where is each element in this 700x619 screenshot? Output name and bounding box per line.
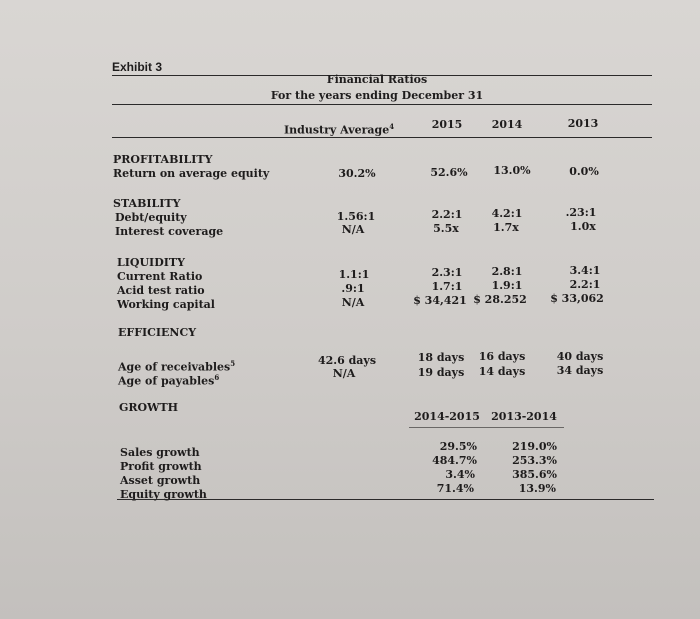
header-rule xyxy=(112,137,652,138)
cell-2013: 40 days xyxy=(556,350,604,363)
growth-col-header-2014-2015: 2014-2015 xyxy=(414,410,480,423)
cell-industry: N/A xyxy=(332,367,356,380)
cell-2014: 14 days xyxy=(478,365,526,378)
cell-growth-2014-2015: 71.4% xyxy=(436,482,474,495)
growth-col-rule-b xyxy=(488,427,564,428)
cell-2013: 34 days xyxy=(556,364,604,377)
row-label: Age of payables$^6$ xyxy=(118,373,220,388)
cell-2015: 1.7:1 xyxy=(431,280,463,293)
cell-growth-2014-2015: 3.4% xyxy=(445,468,475,481)
row-label: Interest coverage xyxy=(115,225,224,238)
cell-growth-2013-2014: 253.3% xyxy=(512,454,557,467)
col-header-2013: 2013 xyxy=(567,117,599,130)
cell-industry: N/A xyxy=(341,296,365,309)
cell-2015: 2.2:1 xyxy=(431,208,463,221)
growth-col-header-2013-2014: 2013-2014 xyxy=(491,410,557,423)
exhibit-label: Exhibit 3 xyxy=(112,60,163,74)
cell-2013: $ 33,062 xyxy=(550,292,604,305)
cell-growth-2014-2015: 484.7% xyxy=(432,454,477,467)
cell-2014: 2.8:1 xyxy=(491,265,523,278)
cell-growth-2014-2015: 29.5% xyxy=(439,440,477,453)
section-heading-profitability: PROFITABILITY xyxy=(113,153,213,166)
table-title: Financial Ratios xyxy=(326,73,428,86)
cell-2014: 1.9:1 xyxy=(491,279,523,292)
cell-growth-2013-2014: 219.0% xyxy=(512,440,557,453)
row-label: Acid test ratio xyxy=(117,284,205,297)
cell-industry: N/A xyxy=(341,223,365,236)
row-label: Sales growth xyxy=(120,446,200,459)
col-header-industry: Industry Average$^4$ xyxy=(284,122,395,137)
cell-2013: 1.0x xyxy=(570,220,596,233)
cell-2013: 3.4:1 xyxy=(569,264,601,277)
cell-industry: 1.1:1 xyxy=(338,268,370,281)
cell-2015: 19 days xyxy=(417,366,465,379)
row-label: Current Ratio xyxy=(117,270,203,283)
row-label: Asset growth xyxy=(120,474,201,487)
col-header-2015: 2015 xyxy=(431,118,463,131)
cell-2013: 2.2:1 xyxy=(569,278,601,291)
cell-2015: $ 34,421 xyxy=(413,294,467,307)
cell-industry: 1.56:1 xyxy=(336,210,376,223)
row-label: Profit growth xyxy=(120,460,202,473)
row-label: Debt/equity xyxy=(115,211,187,224)
growth-col-rule-a xyxy=(409,427,489,428)
cell-2013: .23:1 xyxy=(565,206,597,219)
cell-industry: 42.6 days xyxy=(317,354,377,367)
row-label: Return on average equity xyxy=(113,167,270,180)
section-heading-efficiency: EFFICIENCY xyxy=(118,326,197,339)
cell-2014: 13.0% xyxy=(493,164,531,177)
cell-2015: 52.6% xyxy=(430,166,468,179)
cell-industry: 30.2% xyxy=(338,167,376,180)
cell-2015: 18 days xyxy=(417,351,465,364)
table-subtitle: For the years ending December 31 xyxy=(270,89,484,102)
cell-growth-2013-2014: 13.9% xyxy=(518,482,556,495)
section-heading-liquidity: LIQUIDITY xyxy=(117,256,185,269)
cell-2014: 1.7x xyxy=(493,221,519,234)
col-header-2014: 2014 xyxy=(491,118,523,131)
title-rule xyxy=(112,104,652,105)
cell-2014: $ 28.252 xyxy=(473,293,527,306)
row-label: Working capital xyxy=(117,298,215,311)
section-heading-growth: GROWTH xyxy=(119,401,179,414)
bottom-rule xyxy=(117,499,654,500)
cell-2015: 5.5x xyxy=(433,222,459,235)
cell-2014: 16 days xyxy=(478,350,526,363)
row-label: Equity growth xyxy=(120,488,207,501)
cell-2015: 2.3:1 xyxy=(431,266,463,279)
cell-industry: .9:1 xyxy=(341,282,365,295)
cell-growth-2013-2014: 385.6% xyxy=(512,468,557,481)
row-label: Age of receivables$^5$ xyxy=(118,359,236,374)
cell-2013: 0.0% xyxy=(569,165,599,178)
section-heading-stability: STABILITY xyxy=(113,197,181,210)
cell-2014: 4.2:1 xyxy=(491,207,523,220)
